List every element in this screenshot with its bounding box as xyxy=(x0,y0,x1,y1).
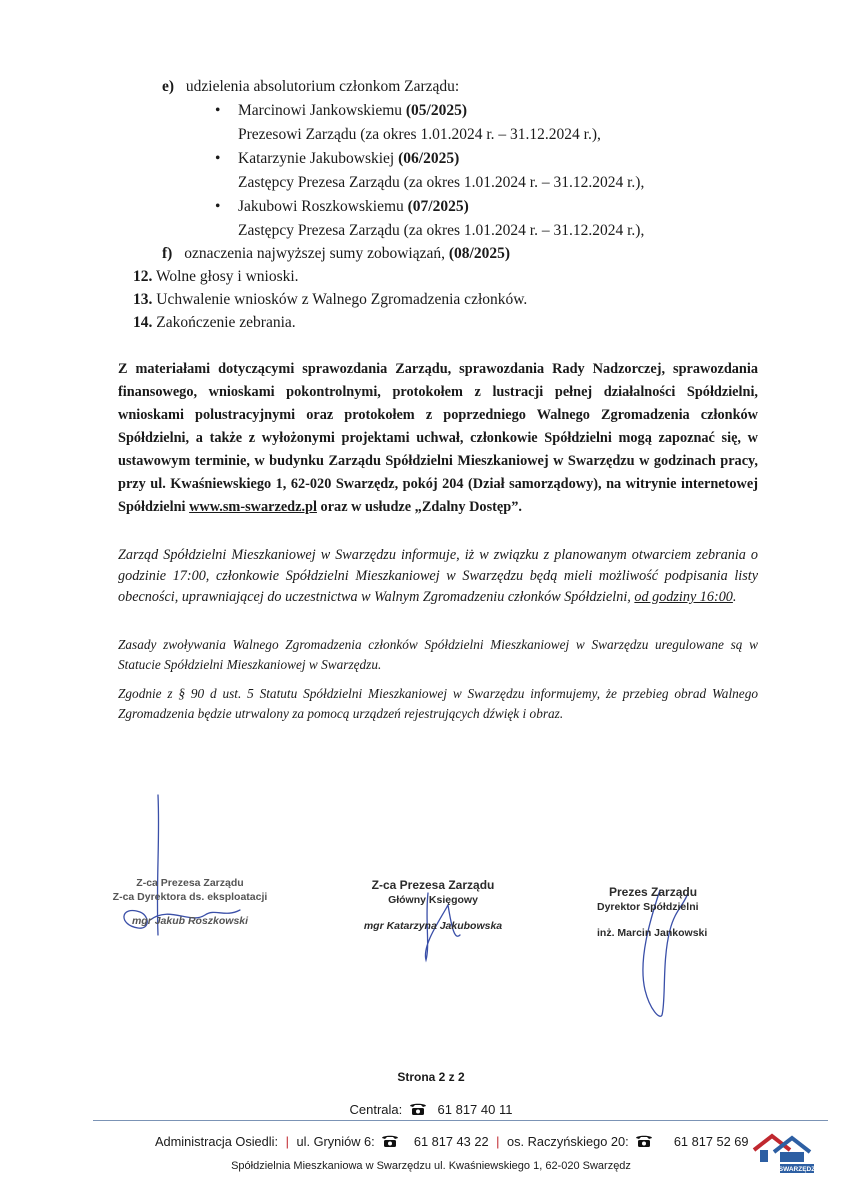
item-number: 12. xyxy=(133,268,153,285)
item-text: Zakończenie zebrania. xyxy=(156,314,296,331)
signature-block-right xyxy=(597,885,737,940)
phone-icon xyxy=(634,1134,654,1148)
signature-title: Prezes Zarządu xyxy=(609,885,698,899)
admin-label: Administracja Osiedli: xyxy=(155,1134,279,1149)
item-text: oznaczenia najwyższej sumy zobowiązań, xyxy=(184,245,449,262)
phone-1: 61 817 43 22 xyxy=(413,1134,489,1149)
materials-text-end: oraz w usłudze „Zdalny Dostęp”. xyxy=(316,499,522,515)
materials-text: Z materiałami dotyczącymi sprawozdania Zarządu, sprawozdania Rady Nadzorczej, sprawozdania finansowego, wnioskami pokontrolnymi, protokołem z lustracji pełnej działalności Spółdzielni, wnioskami polustracyjnymi oraz protokołem z poprzedniego Walnego Zgromadzenia członków Spółdzielni, a także z wyłożonymi projektami uchwał, członkowie Spółdzielni mogą zapoznać się, w ustawowym terminie, w budynku Zarządu Spółdzielni Mieszkaniowej w Swarzędzu w godzinach pracy, przy ul. Kwaśniewskiego 1, 62-020 Swarzędz, pokój 204 (Dział samorządowy), na witrynie internetowej Spółdzielni xyxy=(118,361,758,515)
administration-line xyxy=(155,1134,749,1149)
resolution-number: (06/2025) xyxy=(398,150,460,167)
signature-subtitle: Z-ca Dyrektora ds. eksploatacji xyxy=(112,891,268,903)
person-name: Jakubowi Roszkowskiemu xyxy=(238,198,408,215)
signature-block-middle xyxy=(358,878,508,933)
separator: | xyxy=(285,1134,289,1149)
signature-subtitle: Główny Księgowy xyxy=(388,894,478,906)
separator: | xyxy=(496,1134,500,1149)
cooperative-logo xyxy=(750,1128,816,1174)
resolution-number: (07/2025) xyxy=(407,198,469,215)
website-link[interactable]: www.sm-swarzedz.pl xyxy=(189,499,317,515)
person-role: Prezesowi Zarządu (za okres 1.01.2024 r. – 31.12.2024 r.), xyxy=(238,126,601,143)
item-text: udzielenia absolutorium członkom Zarządu: xyxy=(185,78,460,95)
resolution-number: (05/2025) xyxy=(405,102,468,119)
bullet-icon: • xyxy=(215,102,221,119)
person-name: Marcinowi Jankowskiemu xyxy=(238,102,406,119)
bullet-icon: • xyxy=(215,150,221,167)
office-1: ul. Gryniów 6: xyxy=(296,1134,375,1149)
signature-name: inż. Marcin Jankowski xyxy=(597,927,708,939)
resolution-number: (08/2025) xyxy=(448,245,511,262)
item-number: 14. xyxy=(133,314,153,331)
phone-2: 61 817 52 69 xyxy=(673,1134,749,1149)
signature-block-left xyxy=(105,876,275,928)
item-marker: e) xyxy=(162,78,175,95)
central-label: Centrala: xyxy=(349,1102,403,1117)
cooperative-address: Spółdzielnia Mieszkaniowa w Swarzędzu ul. Kwaśniewskiego 1, 62-020 Swarzędz xyxy=(231,1160,631,1172)
person-name: Katarzynie Jakubowskiej xyxy=(238,150,399,167)
signature-name: mgr Katarzyna Jakubowska xyxy=(363,920,503,932)
phone-icon xyxy=(380,1134,400,1148)
footer-divider xyxy=(93,1120,828,1121)
attendance-time: od godziny 16:00 xyxy=(634,589,733,605)
attendance-text: Zarząd Spółdzielni Mieszkaniowej w Swarzędzu informuje, iż w związku z planowanym otwarciem zebrania o godzinie 17:00, członkowie Spółdzielni Mieszkaniowej w Swarzędzu będą mieli możliwość podpisania listy obecności, uprawniającej do uczestnictwa w Walnym Zgromadzeniu członków Spółdzielni, xyxy=(118,547,758,605)
central-phone: 61 817 40 11 xyxy=(437,1102,513,1117)
bullet-icon: • xyxy=(215,198,221,215)
attendance-end: . xyxy=(732,589,737,605)
item-number: 13. xyxy=(133,291,153,308)
central-phone-line xyxy=(0,1102,862,1117)
item-marker: f) xyxy=(162,245,173,262)
signature-subtitle: Dyrektor Spółdzielni xyxy=(597,901,699,913)
page-number: Strona 2 z 2 xyxy=(397,1070,465,1084)
office-2: os. Raczyńskiego 20: xyxy=(507,1134,629,1149)
recording-info: Zgodnie z § 90 d ust. 5 Statutu Spółdzielni Mieszkaniowej w Swarzędzu informujemy, że przebieg obrad Walnego Zgromadzenia będzie utrwalony za pomocą urządzeń rejestrujących dźwięk i obraz. xyxy=(118,686,758,721)
signature-title: Z-ca Prezesa Zarządu xyxy=(371,878,495,892)
logo-text: SWARZĘDZ xyxy=(778,1166,816,1173)
item-text: Uchwalenie wniosków z Walnego Zgromadzenia członków. xyxy=(156,291,528,308)
signature-name: mgr Jakub Roszkowski xyxy=(131,915,249,927)
item-text: Wolne głosy i wnioski. xyxy=(155,268,299,285)
statute-info: Zasady zwoływania Walnego Zgromadzenia członków Spółdzielni Mieszkaniowej w Swarzędzu uregulowane są w Statucie Spółdzielni Mieszkaniowej w Swarzędzu. xyxy=(118,637,758,672)
person-role: Zastępcy Prezesa Zarządu (za okres 1.01.2024 r. – 31.12.2024 r.), xyxy=(238,222,645,239)
person-role: Zastępcy Prezesa Zarządu (za okres 1.01.2024 r. – 31.12.2024 r.), xyxy=(238,174,645,191)
phone-icon xyxy=(408,1102,428,1116)
signature-title: Z-ca Prezesa Zarządu xyxy=(136,877,244,889)
